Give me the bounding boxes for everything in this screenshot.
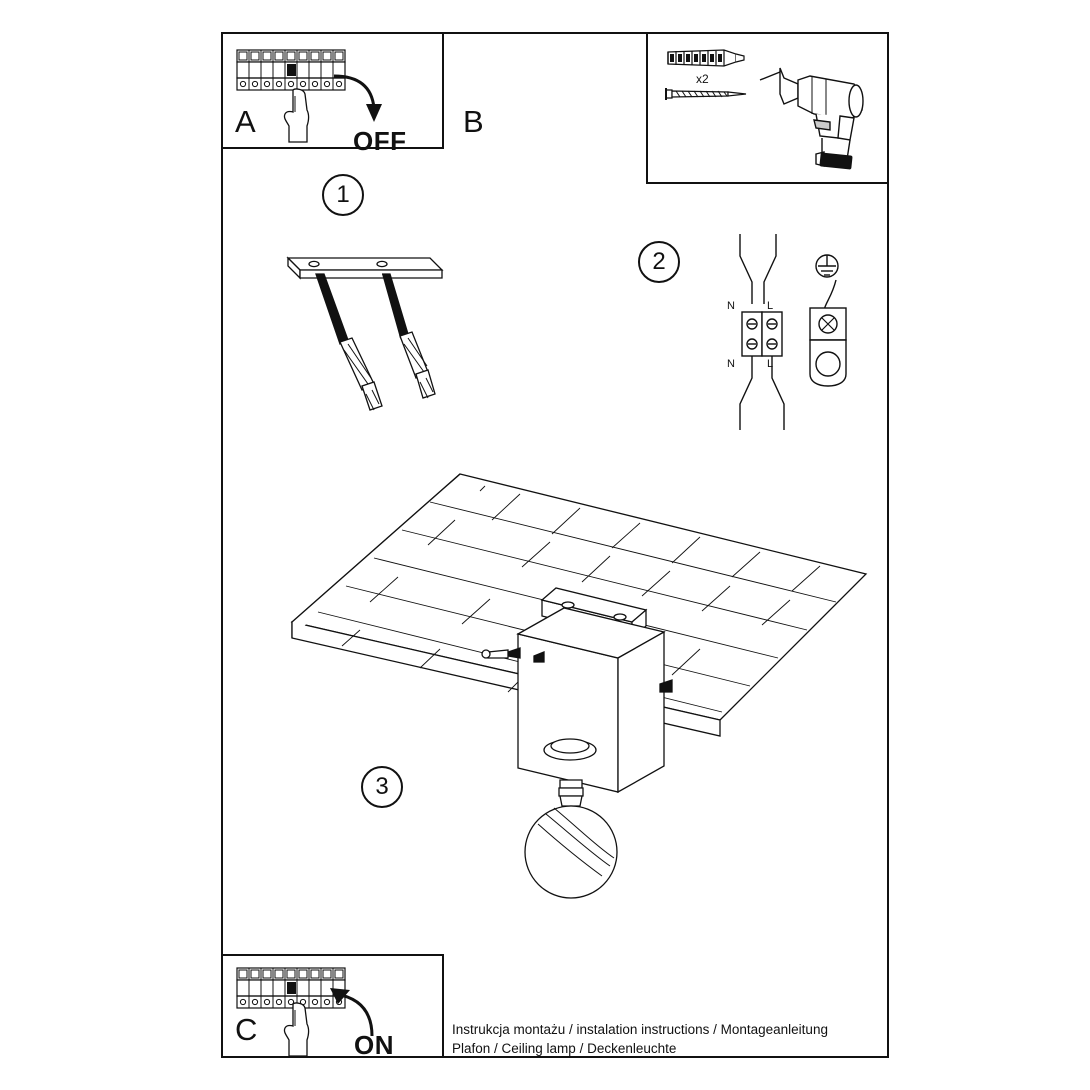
terminal-label-l-bottom: L <box>767 358 774 370</box>
step-3-label: 3 <box>375 773 389 800</box>
step-2-label: 2 <box>652 248 666 275</box>
ceiling-lamp-assembly-diagram <box>280 462 880 932</box>
curved-arrow-up-icon <box>328 984 388 1042</box>
panel-a-letter: A <box>235 104 256 139</box>
lamp-connector-icon <box>796 278 868 390</box>
ceiling-bracket-with-screws <box>278 244 478 414</box>
caption-line-1: Instrukcja montażu / instalation instructions / Montageanleitung <box>452 1022 828 1037</box>
step-2-number <box>638 241 680 283</box>
panel-c-letter: C <box>235 1012 258 1047</box>
step-1-number <box>322 174 364 216</box>
panel-a-state-label: OFF <box>353 126 407 156</box>
panel-b-letter: B <box>463 104 484 139</box>
caption-line-2: Plafon / Ceiling lamp / Deckenleuchte <box>452 1041 677 1056</box>
screw-icon <box>662 82 752 106</box>
panel-b-count-label: x2 <box>696 72 709 86</box>
panel-b <box>646 32 889 184</box>
panel-c-state-label: ON <box>354 1030 394 1060</box>
panel-a <box>221 32 444 156</box>
panel-c <box>221 954 444 1058</box>
power-drill-icon <box>754 54 882 178</box>
terminal-label-l-top: L <box>767 300 774 312</box>
terminal-block-icon <box>714 232 804 432</box>
step-1-label: 1 <box>336 181 350 208</box>
hand-pointing-icon <box>273 86 321 146</box>
hand-pointing-icon <box>273 1000 321 1058</box>
wall-plug-anchor-icon <box>662 42 748 72</box>
terminal-label-n-bottom: N <box>727 358 735 370</box>
terminal-label-n-top: N <box>727 300 735 312</box>
curved-arrow-down-icon <box>330 70 386 128</box>
